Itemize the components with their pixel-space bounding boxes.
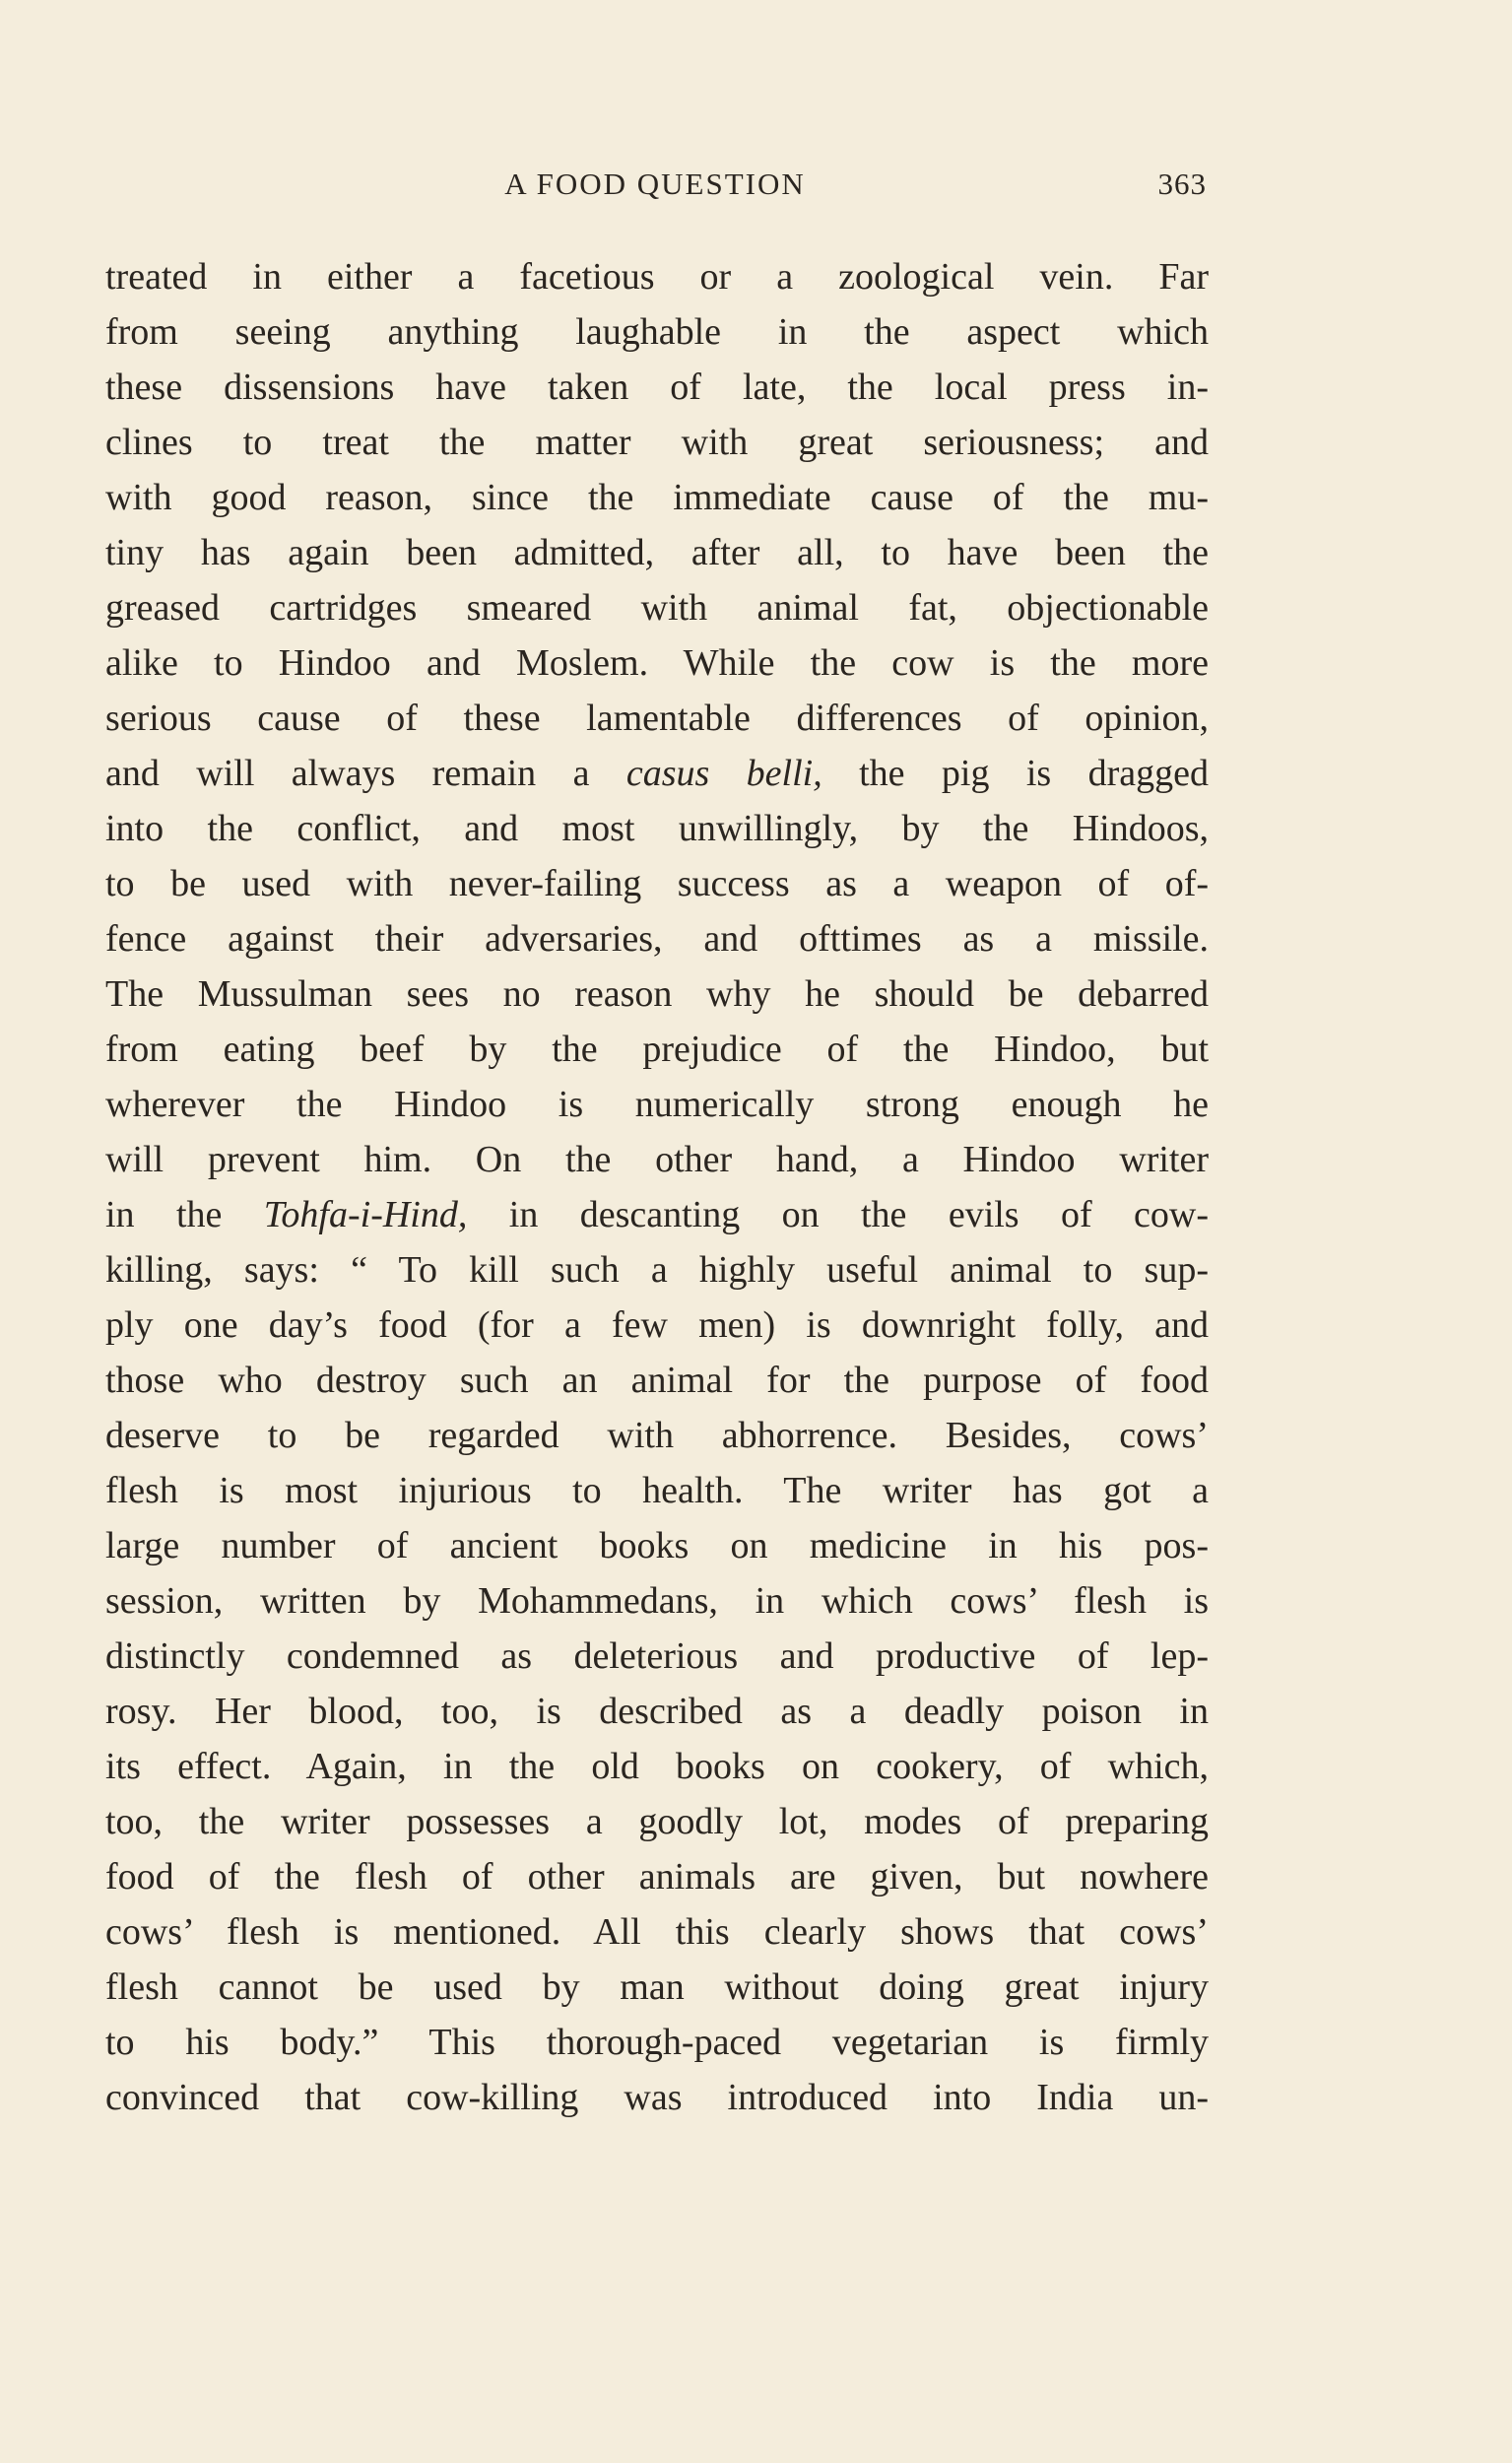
running-title: A FOOD QUESTION xyxy=(504,166,806,201)
text-line xyxy=(105,746,1209,801)
text-line: alike to Hindoo and Moslem. While the cow is the more xyxy=(105,642,1209,684)
text-line: large number of ancient books on medicine in his pos- xyxy=(105,1525,1209,1566)
text-line: into the conflict, and most unwillingly, by the Hindoos, xyxy=(105,808,1209,849)
text-line: clines to treat the matter with great seriousness; and xyxy=(105,422,1209,463)
text-line: from eating beef by the prejudice of the Hindoo, but xyxy=(105,1029,1209,1070)
text-line: greased cartridges smeared with animal fat, objectionable xyxy=(105,587,1209,629)
text-line: The Mussulman sees no reason why he should be debarred xyxy=(105,973,1209,1015)
text-line: its effect. Again, in the old books on cookery, of which, xyxy=(105,1746,1209,1787)
text-line: those who destroy such an animal for the purpose of food xyxy=(105,1360,1209,1401)
running-head xyxy=(103,165,1207,204)
text-line: rosy. Her blood, too, is described as a deadly poison in xyxy=(105,1691,1209,1732)
text-line: killing, says: “ To kill such a highly useful animal to sup- xyxy=(105,1249,1209,1291)
text-line: flesh cannot be used by man without doing great injury xyxy=(105,1966,1209,2008)
text-segment: in the xyxy=(105,1194,264,1235)
italic-phrase-casus-belli: casus belli, xyxy=(625,753,822,794)
text-line: treated in either a facetious or a zoological vein. Far xyxy=(105,256,1209,298)
text-line: session, written by Mohammedans, in which cows’ flesh is xyxy=(105,1580,1209,1622)
text-segment: the pig is dragged xyxy=(822,753,1209,794)
text-line: convinced that cow-killing was introduced into India un- xyxy=(105,2077,1209,2118)
text-line: to be used with never-failing success as a weapon of of- xyxy=(105,863,1209,904)
text-line: with good reason, since the immediate cause of the mu- xyxy=(105,477,1209,518)
text-line: wherever the Hindoo is numerically strong enough he xyxy=(105,1084,1209,1125)
text-line: deserve to be regarded with abhorrence. Besides, cows’ xyxy=(105,1415,1209,1456)
text-line: serious cause of these lamentable differences of opinion, xyxy=(105,698,1209,739)
page-number: 363 xyxy=(1157,166,1207,201)
text-line: fence against their adversaries, and ofttimes as a missile. xyxy=(105,918,1209,960)
body-text xyxy=(105,249,1209,2125)
text-line: flesh is most injurious to health. The writer has got a xyxy=(105,1470,1209,1511)
text-line: too, the writer possesses a goodly lot, modes of preparing xyxy=(105,1801,1209,1842)
text-line: distinctly condemned as deleterious and productive of lep- xyxy=(105,1635,1209,1677)
text-line: from seeing anything laughable in the aspect which xyxy=(105,311,1209,353)
text-line: cows’ flesh is mentioned. All this clearly shows that cows’ xyxy=(105,1911,1209,1953)
text-line: to his body.” This thorough-paced vegetarian is firmly xyxy=(105,2022,1209,2063)
text-line: food of the flesh of other animals are given, but nowhere xyxy=(105,1856,1209,1897)
text-line: will prevent him. On the other hand, a Hindoo writer xyxy=(105,1139,1209,1180)
text-segment: in descanting on the evils of cow- xyxy=(467,1194,1209,1235)
text-line xyxy=(105,1187,1209,1242)
text-line: ply one day’s food (for a few men) is downright folly, and xyxy=(105,1304,1209,1346)
text-line: these dissensions have taken of late, the local press in- xyxy=(105,366,1209,408)
italic-title-tohfa-i-hind: Tohfa-i-Hind, xyxy=(263,1194,468,1235)
text-line: tiny has again been admitted, after all, to have been the xyxy=(105,532,1209,573)
text-segment: and will always remain a xyxy=(105,753,626,794)
